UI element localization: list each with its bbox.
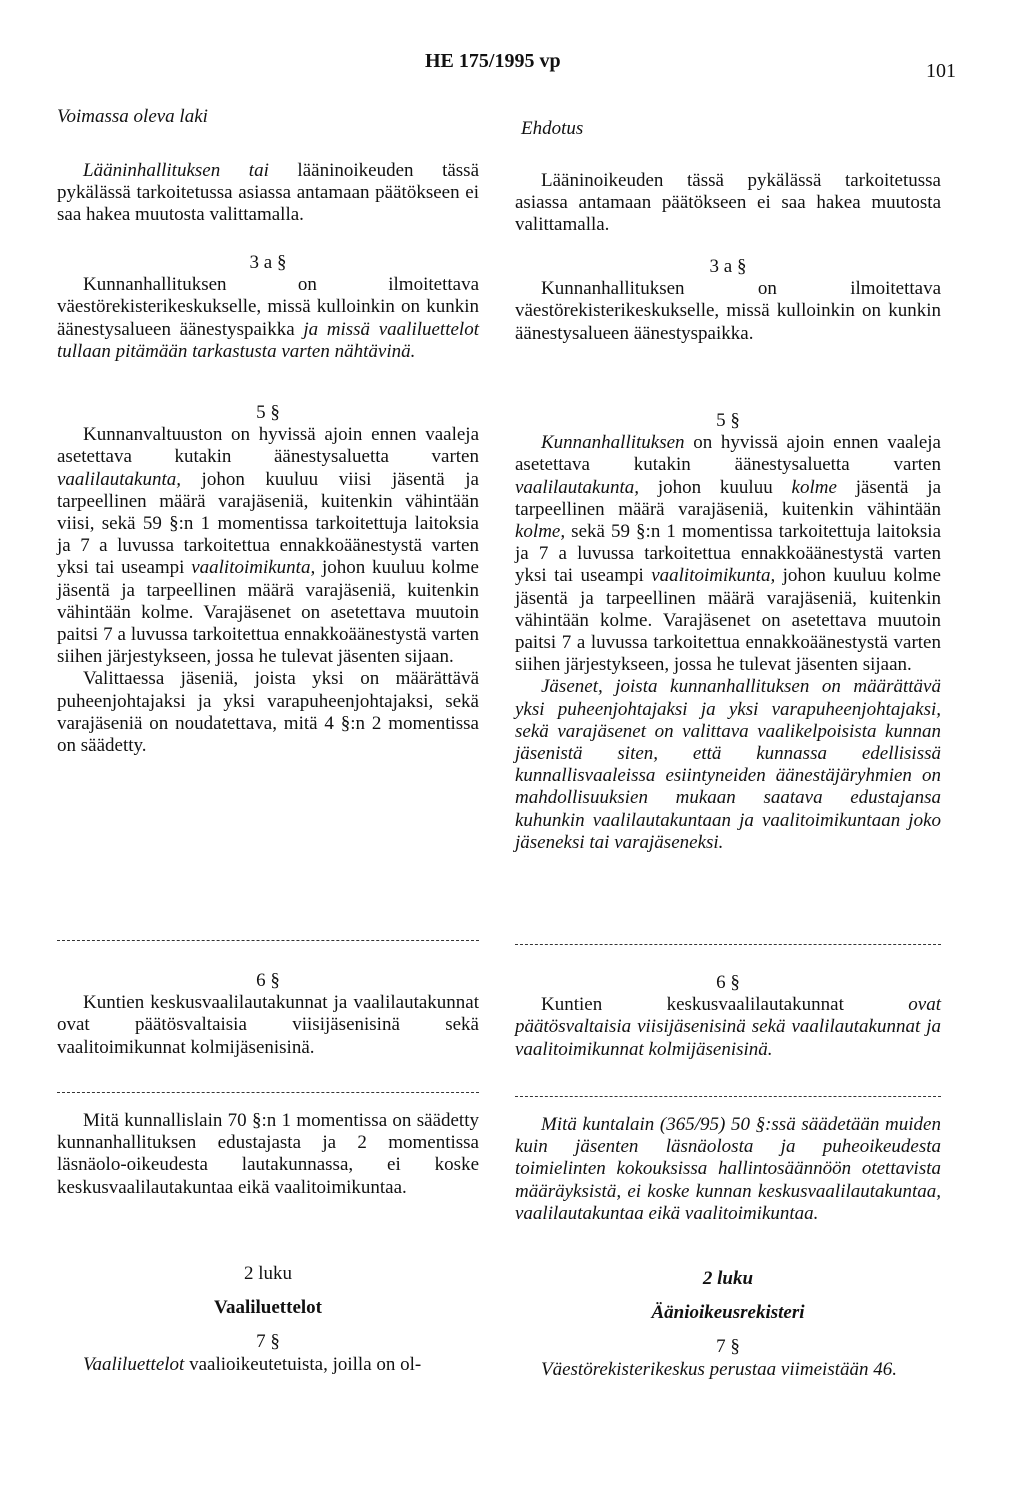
- document-id: HE 175/1995 vp: [425, 50, 561, 72]
- text: johon kuuluu viisi jäsentä ja tarpeellinen määrä varajäseniä, kuitenkin vähintään viisi, sekä 59 §:n 1 momentissa tarkoitettuja laitoksia ja 7 a luvussa tarkoitettua ennakkoäänestystä varten yksi tai useampi: [57, 468, 479, 579]
- right-section-3a: [515, 256, 941, 345]
- left-section-3a: [57, 252, 479, 363]
- left-section-6: [57, 970, 479, 1059]
- left-chapter-2: [57, 1263, 479, 1376]
- italic-text: vaalitoimikunta,: [191, 557, 316, 579]
- right-section-5: [515, 410, 941, 854]
- left-section-6-text: Kuntien keskusvaalilautakunnat ja vaalilautakunnat ovat päätösvaltaisia viisijäsenisinä sekä vaalitoimikunnat kolmijäsenisinä.: [57, 992, 479, 1058]
- right-column-heading: Ehdotus: [521, 118, 584, 139]
- text: johon kuuluu: [639, 476, 792, 498]
- italic-text: vaalitoimikunta,: [651, 565, 776, 587]
- italic-text: kolme,: [515, 521, 566, 543]
- omission-dash-line: [515, 944, 941, 945]
- italic-text: Vaaliluettelot: [83, 1353, 185, 1375]
- italic-text: ja missä vaaliluettelot tullaan pitämään tarkastusta varten nähtävinä.: [57, 318, 479, 362]
- right-section-6: [515, 972, 941, 1061]
- left-section-5: [57, 402, 479, 757]
- left-column-heading: Voimassa oleva laki: [57, 106, 208, 127]
- left-paragraph-1: [57, 160, 479, 227]
- text: on hyvissä ajoin ennen vaaleja asetettava kutakin äänestysaluetta varten: [515, 432, 941, 476]
- text: sekä 59 §:n 1 momentissa tarkoitettuja laitoksia ja 7 a luvussa tarkoitettua ennakkoäänestystä varten yksi tai useampi: [515, 521, 941, 587]
- section-title: 3 a §: [249, 252, 287, 273]
- italic-text: Lääninhallituksen tai: [83, 160, 269, 181]
- right-section-3a-text: Kunnanhallituksen on ilmoitettava väestörekisterikeskukselle, missä kulloinkin on kunkin äänestysalueen äänestyspaikka.: [515, 278, 941, 344]
- chapter-number: 2 luku: [243, 1263, 293, 1284]
- italic-text: kolme: [791, 476, 837, 498]
- left-section-6-paragraph-3: Mitä kunnallislain 70 §:n 1 momentissa on säädetty kunnanhallituksen edustajasta ja 2 momentissa läsnäolo-oikeudesta lautakunnassa, ei koske keskusvaalilautakuntaa eikä vaalitoimikuntaa.: [57, 1110, 479, 1198]
- section-title: 5 §: [716, 410, 740, 431]
- omission-dash-line: [515, 1096, 941, 1097]
- omission-dash-line: [57, 940, 479, 941]
- chapter-title: Äänioikeusrekisteri: [651, 1302, 805, 1324]
- page-number: 101: [926, 60, 956, 82]
- right-paragraph-1: Lääninoikeuden tässä pykälässä tarkoitetussa asiassa antamaan päätökseen ei saa hakea muutosta valittamalla.: [515, 170, 941, 236]
- section-title: 6 §: [716, 972, 740, 993]
- omission-dash-line: [57, 1092, 479, 1093]
- chapter-title: Vaaliluettelot: [213, 1297, 322, 1319]
- text: jäsentä ja tarpeellinen määrä varajäseniä, kuitenkin vähintään: [515, 476, 942, 520]
- italic-text: ovat päätösvaltaisia viisijäsenisinä sekä vaalilautakunnat ja vaalitoimikunnat kolmijäsenisinä.: [515, 994, 941, 1060]
- section-title: 7 §: [256, 1331, 280, 1353]
- chapter-number: 2 luku: [702, 1268, 754, 1289]
- italic-text: vaalilautakunta,: [57, 468, 182, 490]
- italic-text: Kunnanhallituksen: [541, 432, 685, 454]
- section-title: 3 a §: [709, 256, 747, 277]
- italic-text: vaalilautakunta,: [515, 476, 640, 498]
- text: johon kuuluu kolme jäsentä ja tarpeellinen määrä varajäseniä, kuitenkin vähintään kolme. Varajäsenet on asetettava muutoin paitsi 7 a luvussa tarkoitettua ennakkoäänestystä varten siihen järjestykseen, jossa he tulevat jäsenten sijaan.: [57, 557, 479, 668]
- left-section-5-paragraph-2: Valittaessa jäseniä, joista yksi on määrättävä puheenjohtajaksi ja yksi varapuheenjohtajaksi, sekä varajäseniä on noudatettava, mitä 4 §:n 2 momentissa on säädetty.: [57, 668, 479, 757]
- right-section-6-paragraph-3: Mitä kuntalain (365/95) 50 §:ssä säädetään muiden kuin jäsenten läsnäolosta ja puheoikeudesta toimielinten kokouksissa hallintosäännöön otettavista määräyksistä, ei koske kunnan keskusvaalilautakuntaa, vaalilautakuntaa eikä vaalitoimikuntaa.: [515, 1114, 941, 1224]
- text: Kunnanhallituksen on ilmoitettava väestörekisterikeskukselle, missä kulloinkin on kunkin äänestysalueen äänestyspaikka: [57, 274, 479, 340]
- right-section-7-text: Väestörekisterikeskus perustaa viimeistään 46.: [541, 1358, 898, 1380]
- section-title: 5 §: [256, 402, 280, 423]
- section-title: 7 §: [716, 1336, 740, 1358]
- text: Kuntien keskusvaalilautakunnat: [541, 994, 909, 1016]
- right-chapter-2: [515, 1268, 941, 1381]
- text: lääninoikeuden tässä pykälässä tarkoitetussa asiassa antamaan päätökseen ei saa hakea muutosta valittamalla.: [57, 160, 479, 226]
- right-section-5-paragraph-2: Jäsenet, joista kunnanhallituksen on määrättävä yksi puheenjohtajaksi ja yksi varapuheenjohtajaksi, sekä varajäsenet on valittava vaalikelpoisista kunnan jäsenistä siten, että kunnassa edellisissä kunnallisvaaleissa esiintyneiden äänestäjäryhmien on mahdollisuuksien mukaan saatava edustajansa kuhunkin vaalilautakuntaan ja vaalitoimikuntaan joko jäseneksi tai varajäseneksi.: [515, 676, 941, 853]
- text: vaalioikeutetuista, joilla on ol-: [184, 1353, 422, 1375]
- section-title: 6 §: [256, 970, 280, 991]
- text: Kunnanvaltuuston on hyvissä ajoin ennen vaaleja asetettava kutakin äänestysaluetta varten: [57, 424, 479, 468]
- text: johon kuuluu kolme jäsentä ja tarpeellinen määrä varajäseniä, kuitenkin vähintään kolme. Varajäsenet on asetettava muutoin paitsi 7 a luvussa tarkoitettua ennakkoäänestystä varten siihen järjestykseen, jossa he tulevat jäsenten sijaan.: [515, 565, 941, 676]
